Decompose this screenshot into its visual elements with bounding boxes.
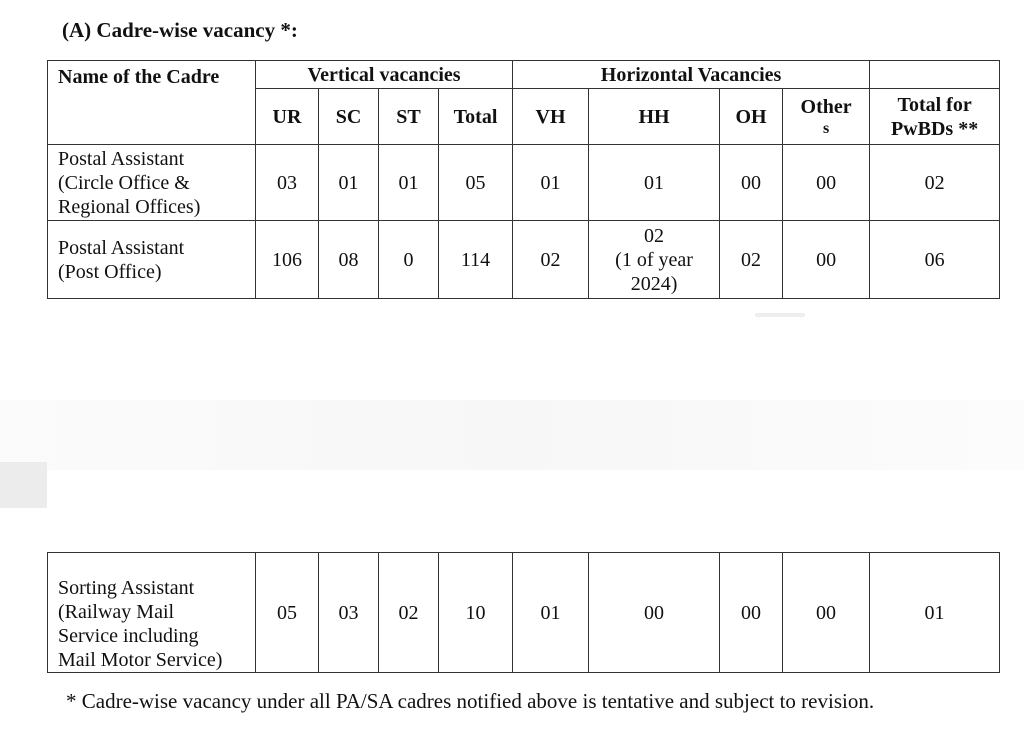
cadre-name — [48, 145, 256, 221]
header-pwbd-line2: PwBDs ** — [890, 117, 979, 140]
cadre-name-line: (Circle Office & — [58, 171, 190, 194]
cell-total: 114 — [439, 221, 513, 299]
cell-hh-line: (1 of year — [615, 248, 693, 271]
cadre-name-line: (Railway Mail — [58, 601, 175, 623]
cell-others: 00 — [783, 145, 870, 221]
header-oh: OH — [720, 89, 783, 145]
cell-vh: 02 — [513, 221, 589, 299]
cadre-name-line: Postal Assistant — [58, 147, 185, 170]
cell-st: 01 — [379, 145, 439, 221]
scan-smudge — [755, 313, 805, 317]
cell-pwbd: 01 — [870, 553, 1000, 673]
cadre-name-line: Postal Assistant — [58, 236, 185, 259]
cadre-vacancy-table — [47, 60, 1000, 299]
cell-oh: 00 — [720, 145, 783, 221]
header-pwbd — [870, 89, 1000, 145]
header-ur: UR — [256, 89, 319, 145]
cell-others: 00 — [783, 553, 870, 673]
redacted-blur-block — [0, 462, 47, 508]
cadre-name-line: Mail Motor Service) — [58, 649, 223, 671]
cell-st: 02 — [379, 553, 439, 673]
cell-sc: 03 — [319, 553, 379, 673]
cell-oh: 00 — [720, 553, 783, 673]
header-empty-cell — [870, 61, 1000, 89]
cell-total: 10 — [439, 553, 513, 673]
cell-total: 05 — [439, 145, 513, 221]
cell-vh: 01 — [513, 553, 589, 673]
header-vh: VH — [513, 89, 589, 145]
cell-others: 00 — [783, 221, 870, 299]
cell-hh: 00 — [589, 553, 720, 673]
cell-hh-line: 02 — [644, 224, 665, 247]
table-row — [48, 145, 1000, 221]
cell-ur: 03 — [256, 145, 319, 221]
cell-st: 0 — [379, 221, 439, 299]
section-heading: (A) Cadre-wise vacancy *: — [62, 18, 298, 42]
cell-hh-line: 2024) — [630, 272, 678, 295]
cell-sc: 08 — [319, 221, 379, 299]
header-total: Total — [439, 89, 513, 145]
header-horizontal-vacancies: Horizontal Vacancies — [513, 61, 870, 89]
header-sc: SC — [319, 89, 379, 145]
cell-hh: 01 — [589, 145, 720, 221]
cell-sc: 01 — [319, 145, 379, 221]
header-name-of-cadre: Name of the Cadre — [48, 61, 256, 145]
cadre-name-line: Service including — [58, 625, 199, 647]
cell-pwbd: 02 — [870, 145, 1000, 221]
cadre-name-line: (Post Office) — [58, 260, 162, 283]
cell-oh: 02 — [720, 221, 783, 299]
header-st: ST — [379, 89, 439, 145]
cell-hh — [589, 221, 720, 299]
header-others-line1: Other — [800, 95, 852, 118]
cadre-name-line: Regional Offices) — [58, 195, 201, 218]
cadre-name — [48, 553, 256, 673]
cell-vh: 01 — [513, 145, 589, 221]
header-vertical-vacancies: Vertical vacancies — [256, 61, 513, 89]
table-row — [48, 221, 1000, 299]
table-row — [48, 553, 1000, 673]
cell-ur: 05 — [256, 553, 319, 673]
header-others — [783, 89, 870, 145]
redacted-blur-band — [0, 400, 1024, 470]
footnote: * Cadre-wise vacancy under all PA/SA cadres notified above is tentative and subject to revision. — [66, 689, 875, 713]
header-pwbd-line1: Total for — [897, 93, 972, 116]
cadre-vacancy-table-continued — [47, 552, 1000, 673]
cadre-name-line: Sorting Assistant — [58, 577, 195, 599]
cell-pwbd: 06 — [870, 221, 1000, 299]
cell-ur: 106 — [256, 221, 319, 299]
header-others-line2: s — [822, 119, 830, 137]
cadre-name — [48, 221, 256, 299]
header-hh: HH — [589, 89, 720, 145]
